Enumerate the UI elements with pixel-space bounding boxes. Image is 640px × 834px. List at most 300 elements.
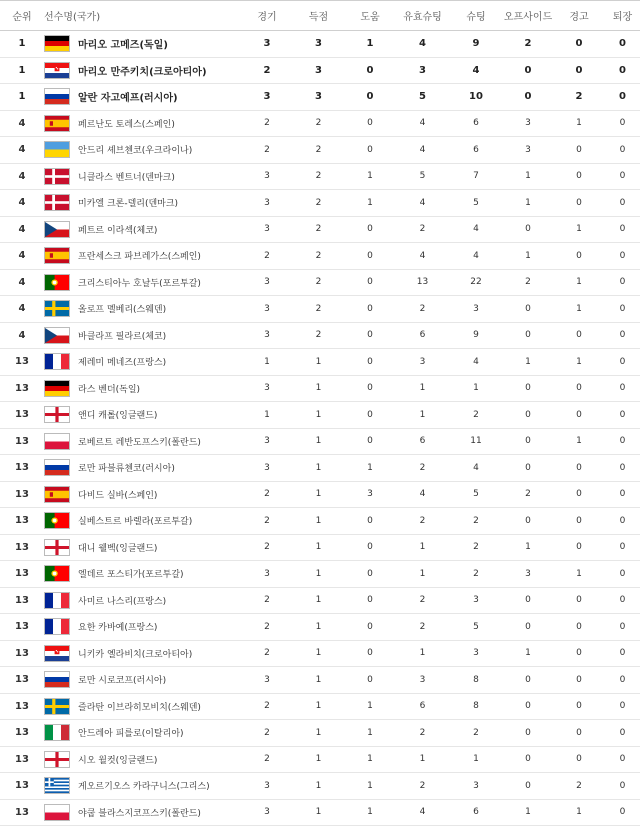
games-cell: 3 — [241, 428, 293, 455]
shots-on-target-cell: 1 — [396, 402, 449, 429]
yellow-cards-cell: 1 — [553, 296, 605, 323]
flag-cell — [44, 508, 78, 535]
shots-cell: 1 — [449, 375, 503, 402]
flag-cell — [44, 137, 78, 164]
games-cell: 3 — [241, 296, 293, 323]
red-cards-cell: 0 — [605, 137, 640, 164]
games-cell: 3 — [241, 799, 293, 826]
player-name[interactable]: 안드레아 피를로(이탈리아) — [78, 720, 241, 747]
goals-cell: 1 — [293, 746, 344, 773]
shots-on-target-cell: 2 — [396, 216, 449, 243]
flag-cell — [44, 269, 78, 296]
flag-cell — [44, 534, 78, 561]
shots-cell: 3 — [449, 587, 503, 614]
offsides-cell: 3 — [503, 110, 553, 137]
yellow-cards-cell: 0 — [553, 31, 605, 58]
poland-flag-icon — [44, 804, 70, 821]
yellow-cards-cell: 0 — [553, 614, 605, 641]
germany-flag-icon — [44, 35, 70, 52]
rank-cell: 4 — [0, 322, 44, 349]
player-name[interactable]: 로만 파블류첸코(러시아) — [78, 455, 241, 482]
assists-cell: 3 — [344, 481, 396, 508]
games-cell: 2 — [241, 640, 293, 667]
czech-flag-icon — [44, 221, 70, 238]
offsides-cell: 0 — [503, 455, 553, 482]
goals-cell: 2 — [293, 216, 344, 243]
table-row — [0, 216, 640, 243]
assists-cell: 0 — [344, 375, 396, 402]
shots-on-target-cell: 2 — [396, 508, 449, 535]
games-cell: 2 — [241, 587, 293, 614]
player-name[interactable]: 미카엘 크론-델리(덴마크) — [78, 190, 241, 217]
flag-cell — [44, 455, 78, 482]
rank-cell: 13 — [0, 640, 44, 667]
offsides-cell: 1 — [503, 163, 553, 190]
spain-flag-icon — [44, 486, 70, 503]
shots-cell: 3 — [449, 296, 503, 323]
croatia-flag-icon — [44, 62, 70, 79]
rank-cell: 13 — [0, 534, 44, 561]
offsides-cell: 0 — [503, 428, 553, 455]
red-cards-cell: 0 — [605, 190, 640, 217]
flag-cell — [44, 640, 78, 667]
games-cell: 3 — [241, 561, 293, 588]
goals-cell: 3 — [293, 31, 344, 58]
shots-on-target-cell: 1 — [396, 375, 449, 402]
player-name[interactable]: 라스 벤더(독일) — [78, 375, 241, 402]
goals-cell: 1 — [293, 614, 344, 641]
header-games: 경기 — [241, 1, 293, 31]
flag-cell — [44, 349, 78, 376]
player-name[interactable]: 다비드 실바(스페인) — [78, 481, 241, 508]
header-rank: 순위 — [0, 1, 44, 31]
player-name[interactable]: 올로프 멜베리(스웨덴) — [78, 296, 241, 323]
rank-cell: 4 — [0, 110, 44, 137]
red-cards-cell: 0 — [605, 84, 640, 111]
shots-cell: 5 — [449, 190, 503, 217]
games-cell: 2 — [241, 614, 293, 641]
goals-cell: 2 — [293, 110, 344, 137]
goals-cell: 2 — [293, 163, 344, 190]
red-cards-cell: 0 — [605, 481, 640, 508]
offsides-cell: 0 — [503, 773, 553, 800]
player-name[interactable]: 니키카 옐라비치(크로아티아) — [78, 640, 241, 667]
games-cell: 3 — [241, 216, 293, 243]
yellow-cards-cell: 0 — [553, 481, 605, 508]
england-flag-icon — [44, 406, 70, 423]
rank-cell: 4 — [0, 269, 44, 296]
rank-cell: 4 — [0, 296, 44, 323]
yellow-cards-cell: 0 — [553, 640, 605, 667]
assists-cell: 1 — [344, 693, 396, 720]
shots-on-target-cell: 2 — [396, 773, 449, 800]
flag-cell — [44, 190, 78, 217]
goals-cell: 1 — [293, 773, 344, 800]
rank-cell: 4 — [0, 216, 44, 243]
player-name[interactable]: 마리오 고메즈(독일) — [78, 31, 241, 58]
player-name[interactable]: 마리오 만주키치(크로아티아) — [78, 57, 241, 84]
flag-cell — [44, 587, 78, 614]
player-name[interactable]: 페트르 이라섹(체코) — [78, 216, 241, 243]
shots-cell: 11 — [449, 428, 503, 455]
flag-cell — [44, 57, 78, 84]
flag-cell — [44, 163, 78, 190]
shots-cell: 2 — [449, 561, 503, 588]
table-row — [0, 349, 640, 376]
games-cell: 3 — [241, 773, 293, 800]
table-row — [0, 693, 640, 720]
assists-cell: 0 — [344, 243, 396, 270]
assists-cell: 0 — [344, 216, 396, 243]
header-red-cards: 퇴장 — [605, 1, 640, 31]
yellow-cards-cell: 1 — [553, 428, 605, 455]
shots-on-target-cell: 13 — [396, 269, 449, 296]
yellow-cards-cell: 0 — [553, 746, 605, 773]
yellow-cards-cell: 1 — [553, 561, 605, 588]
offsides-cell: 0 — [503, 57, 553, 84]
red-cards-cell: 0 — [605, 375, 640, 402]
portugal-flag-icon — [44, 512, 70, 529]
rank-cell: 1 — [0, 84, 44, 111]
shots-on-target-cell: 1 — [396, 746, 449, 773]
assists-cell: 1 — [344, 799, 396, 826]
red-cards-cell: 0 — [605, 428, 640, 455]
goals-cell: 2 — [293, 322, 344, 349]
games-cell: 3 — [241, 269, 293, 296]
shots-cell: 6 — [449, 137, 503, 164]
yellow-cards-cell: 0 — [553, 508, 605, 535]
shots-cell: 3 — [449, 640, 503, 667]
games-cell: 2 — [241, 693, 293, 720]
shots-cell: 8 — [449, 693, 503, 720]
table-row — [0, 773, 640, 800]
shots-cell: 4 — [449, 243, 503, 270]
offsides-cell: 0 — [503, 402, 553, 429]
assists-cell: 0 — [344, 137, 396, 164]
flag-cell — [44, 773, 78, 800]
offsides-cell: 1 — [503, 243, 553, 270]
yellow-cards-cell: 2 — [553, 84, 605, 111]
rank-cell: 4 — [0, 243, 44, 270]
goals-cell: 3 — [293, 84, 344, 111]
rank-cell: 13 — [0, 773, 44, 800]
shots-cell: 4 — [449, 349, 503, 376]
assists-cell: 1 — [344, 31, 396, 58]
offsides-cell: 1 — [503, 349, 553, 376]
offsides-cell: 2 — [503, 481, 553, 508]
shots-on-target-cell: 4 — [396, 110, 449, 137]
shots-on-target-cell: 4 — [396, 31, 449, 58]
red-cards-cell: 0 — [605, 110, 640, 137]
assists-cell: 0 — [344, 57, 396, 84]
table-row — [0, 455, 640, 482]
table-row — [0, 110, 640, 137]
table-row — [0, 402, 640, 429]
shots-on-target-cell: 3 — [396, 667, 449, 694]
offsides-cell: 0 — [503, 322, 553, 349]
header-row — [0, 1, 640, 31]
yellow-cards-cell: 0 — [553, 243, 605, 270]
player-name[interactable]: 크리스티아누 호날두(포르투갈) — [78, 269, 241, 296]
red-cards-cell: 0 — [605, 614, 640, 641]
greece-flag-icon — [44, 777, 70, 794]
offsides-cell: 0 — [503, 375, 553, 402]
offsides-cell: 0 — [503, 296, 553, 323]
header-shots-on-target: 유효슈팅 — [396, 1, 449, 31]
yellow-cards-cell: 0 — [553, 375, 605, 402]
rank-cell: 4 — [0, 137, 44, 164]
offsides-cell: 1 — [503, 640, 553, 667]
goals-cell: 1 — [293, 799, 344, 826]
shots-on-target-cell: 3 — [396, 349, 449, 376]
table-row — [0, 667, 640, 694]
player-name[interactable]: 바클라프 필라르(체코) — [78, 322, 241, 349]
player-name[interactable]: 요한 카바예(프랑스) — [78, 614, 241, 641]
player-name[interactable]: 니클라스 벤트너(덴마크) — [78, 163, 241, 190]
assists-cell: 0 — [344, 296, 396, 323]
yellow-cards-cell: 0 — [553, 322, 605, 349]
table-header — [0, 1, 640, 31]
table-row — [0, 640, 640, 667]
shots-cell: 10 — [449, 84, 503, 111]
shots-cell: 2 — [449, 508, 503, 535]
yellow-cards-cell: 1 — [553, 110, 605, 137]
red-cards-cell: 0 — [605, 296, 640, 323]
player-name[interactable]: 대니 웰벡(잉글랜드) — [78, 534, 241, 561]
games-cell: 3 — [241, 322, 293, 349]
czech-flag-icon — [44, 327, 70, 344]
flag-cell — [44, 428, 78, 455]
flag-cell — [44, 84, 78, 111]
player-name[interactable]: 앤디 캐롤(잉글랜드) — [78, 402, 241, 429]
flag-cell — [44, 296, 78, 323]
games-cell: 1 — [241, 349, 293, 376]
rank-cell: 13 — [0, 667, 44, 694]
yellow-cards-cell: 0 — [553, 693, 605, 720]
goals-cell: 1 — [293, 693, 344, 720]
goals-cell: 2 — [293, 190, 344, 217]
yellow-cards-cell: 0 — [553, 455, 605, 482]
assists-cell: 0 — [344, 269, 396, 296]
offsides-cell: 3 — [503, 561, 553, 588]
player-name[interactable]: 페르난도 토레스(스페인) — [78, 110, 241, 137]
player-name[interactable]: 알란 자고예프(러시아) — [78, 84, 241, 111]
flag-cell — [44, 216, 78, 243]
goals-cell: 1 — [293, 508, 344, 535]
rank-cell: 13 — [0, 481, 44, 508]
assists-cell: 0 — [344, 587, 396, 614]
table-row — [0, 190, 640, 217]
red-cards-cell: 0 — [605, 693, 640, 720]
games-cell: 2 — [241, 508, 293, 535]
assists-cell: 0 — [344, 640, 396, 667]
table-row — [0, 31, 640, 58]
assists-cell: 0 — [344, 349, 396, 376]
table-row — [0, 428, 640, 455]
red-cards-cell: 0 — [605, 57, 640, 84]
table-row — [0, 534, 640, 561]
france-flag-icon — [44, 592, 70, 609]
sweden-flag-icon — [44, 698, 70, 715]
assists-cell: 0 — [344, 84, 396, 111]
player-name[interactable]: 프란세스크 파브레가스(스페인) — [78, 243, 241, 270]
rank-cell: 13 — [0, 799, 44, 826]
shots-cell: 4 — [449, 216, 503, 243]
player-name[interactable]: 안드리 셰브첸코(우크라이나) — [78, 137, 241, 164]
denmark-flag-icon — [44, 168, 70, 185]
rank-cell: 13 — [0, 428, 44, 455]
shots-cell: 5 — [449, 481, 503, 508]
yellow-cards-cell: 1 — [553, 269, 605, 296]
table-row — [0, 508, 640, 535]
rank-cell: 13 — [0, 746, 44, 773]
offsides-cell: 1 — [503, 534, 553, 561]
ukraine-flag-icon — [44, 141, 70, 158]
goals-cell: 1 — [293, 534, 344, 561]
shots-on-target-cell: 6 — [396, 322, 449, 349]
shots-cell: 4 — [449, 455, 503, 482]
table-row — [0, 296, 640, 323]
rank-cell: 13 — [0, 402, 44, 429]
player-name[interactable]: 사미르 나스리(프랑스) — [78, 587, 241, 614]
offsides-cell: 0 — [503, 84, 553, 111]
assists-cell: 0 — [344, 508, 396, 535]
red-cards-cell: 0 — [605, 322, 640, 349]
table-row — [0, 799, 640, 826]
player-name[interactable]: 시오 월컷(잉글랜드) — [78, 746, 241, 773]
shots-cell: 7 — [449, 163, 503, 190]
shots-cell: 2 — [449, 720, 503, 747]
shots-on-target-cell: 1 — [396, 561, 449, 588]
goals-cell: 1 — [293, 561, 344, 588]
games-cell: 3 — [241, 190, 293, 217]
shots-on-target-cell: 1 — [396, 640, 449, 667]
player-name[interactable]: 엘데르 포스티가(포르투갈) — [78, 561, 241, 588]
player-name[interactable]: 로만 시로코프(러시아) — [78, 667, 241, 694]
games-cell: 3 — [241, 455, 293, 482]
games-cell: 2 — [241, 481, 293, 508]
offsides-cell: 0 — [503, 667, 553, 694]
games-cell: 3 — [241, 84, 293, 111]
table-row — [0, 269, 640, 296]
assists-cell: 1 — [344, 773, 396, 800]
goals-cell: 1 — [293, 587, 344, 614]
goals-cell: 1 — [293, 455, 344, 482]
player-name[interactable]: 즐라탄 이브라히모비치(스웨덴) — [78, 693, 241, 720]
yellow-cards-cell: 0 — [553, 720, 605, 747]
red-cards-cell: 0 — [605, 720, 640, 747]
header-goals: 득점 — [293, 1, 344, 31]
shots-on-target-cell: 4 — [396, 799, 449, 826]
table-body — [0, 31, 640, 826]
goals-cell: 1 — [293, 402, 344, 429]
offsides-cell: 3 — [503, 137, 553, 164]
goals-cell: 1 — [293, 667, 344, 694]
table-row — [0, 375, 640, 402]
goals-cell: 2 — [293, 137, 344, 164]
shots-on-target-cell: 4 — [396, 481, 449, 508]
table-row — [0, 57, 640, 84]
yellow-cards-cell: 0 — [553, 137, 605, 164]
croatia-flag-icon — [44, 645, 70, 662]
offsides-cell: 0 — [503, 614, 553, 641]
shots-cell: 6 — [449, 110, 503, 137]
player-name[interactable]: 제레미 메네즈(프랑스) — [78, 349, 241, 376]
shots-on-target-cell: 6 — [396, 428, 449, 455]
red-cards-cell: 0 — [605, 402, 640, 429]
player-name[interactable]: 야쿱 블라스지코프스키(폴란드) — [78, 799, 241, 826]
player-name[interactable]: 실베스트르 바렐라(포르투갈) — [78, 508, 241, 535]
shots-cell: 4 — [449, 57, 503, 84]
rank-cell: 13 — [0, 455, 44, 482]
flag-cell — [44, 375, 78, 402]
assists-cell: 1 — [344, 720, 396, 747]
shots-on-target-cell: 2 — [396, 587, 449, 614]
games-cell: 2 — [241, 57, 293, 84]
assists-cell: 0 — [344, 110, 396, 137]
red-cards-cell: 0 — [605, 243, 640, 270]
assists-cell: 1 — [344, 190, 396, 217]
offsides-cell: 2 — [503, 269, 553, 296]
red-cards-cell: 0 — [605, 667, 640, 694]
assists-cell: 0 — [344, 402, 396, 429]
shots-cell: 22 — [449, 269, 503, 296]
yellow-cards-cell: 0 — [553, 587, 605, 614]
goals-cell: 3 — [293, 57, 344, 84]
table-row — [0, 243, 640, 270]
italy-flag-icon — [44, 724, 70, 741]
red-cards-cell: 0 — [605, 587, 640, 614]
player-name[interactable]: 로베르트 레반도프스키(폴란드) — [78, 428, 241, 455]
shots-on-target-cell: 6 — [396, 693, 449, 720]
assists-cell: 0 — [344, 534, 396, 561]
table-row — [0, 720, 640, 747]
yellow-cards-cell: 1 — [553, 216, 605, 243]
yellow-cards-cell: 2 — [553, 773, 605, 800]
rank-cell: 13 — [0, 614, 44, 641]
games-cell: 2 — [241, 534, 293, 561]
games-cell: 3 — [241, 375, 293, 402]
header-player-name: 선수명(국가) — [44, 1, 241, 31]
spain-flag-icon — [44, 115, 70, 132]
games-cell: 2 — [241, 110, 293, 137]
rank-cell: 13 — [0, 561, 44, 588]
goals-cell: 1 — [293, 375, 344, 402]
rank-cell: 1 — [0, 31, 44, 58]
assists-cell: 0 — [344, 322, 396, 349]
player-name[interactable]: 게오르기오스 카라구니스(그리스) — [78, 773, 241, 800]
table-row — [0, 322, 640, 349]
flag-cell — [44, 110, 78, 137]
flag-cell — [44, 31, 78, 58]
flag-cell — [44, 720, 78, 747]
yellow-cards-cell: 1 — [553, 349, 605, 376]
france-flag-icon — [44, 618, 70, 635]
shots-cell: 3 — [449, 773, 503, 800]
england-flag-icon — [44, 751, 70, 768]
shots-on-target-cell: 2 — [396, 455, 449, 482]
flag-cell — [44, 322, 78, 349]
goals-cell: 2 — [293, 243, 344, 270]
games-cell: 3 — [241, 667, 293, 694]
shots-on-target-cell: 4 — [396, 243, 449, 270]
goals-cell: 1 — [293, 640, 344, 667]
header-assists: 도움 — [344, 1, 396, 31]
russia-flag-icon — [44, 671, 70, 688]
red-cards-cell: 0 — [605, 640, 640, 667]
denmark-flag-icon — [44, 194, 70, 211]
header-yellow-cards: 경고 — [553, 1, 605, 31]
